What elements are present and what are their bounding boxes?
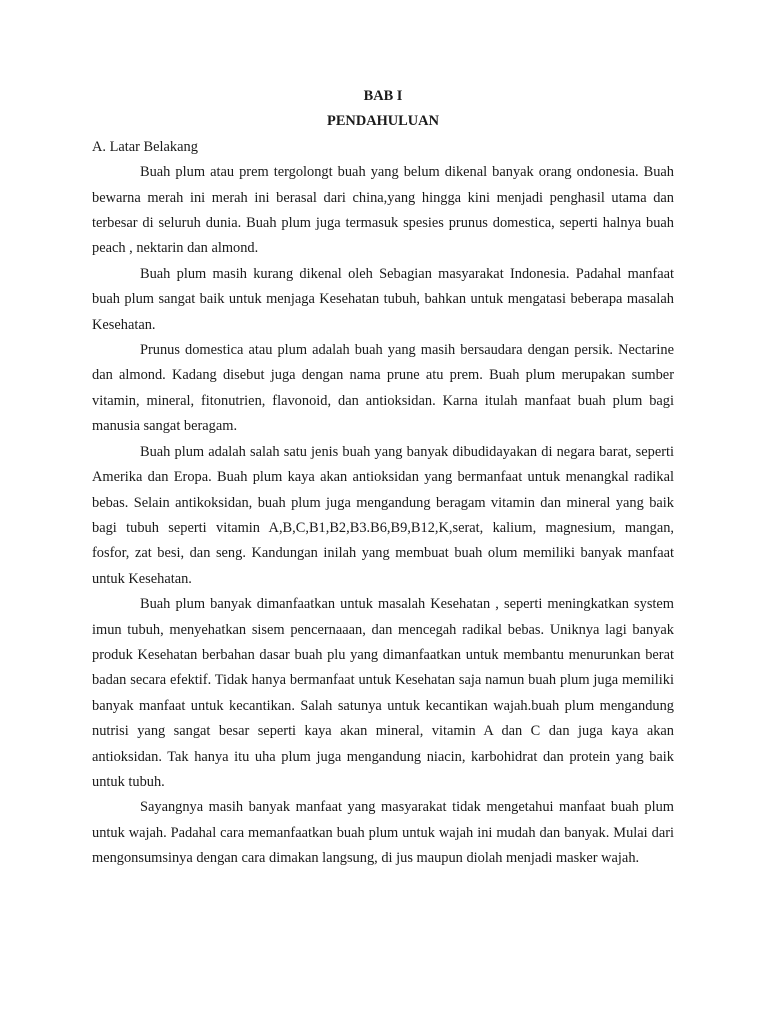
chapter-title: PENDAHULUAN — [327, 113, 439, 130]
paragraph-3: Prunus domestica atau plum adalah buah yang masih bersaudara dengan persik. Nectarine dan almond. Kadang disebut juga dengan nama prune atu prem. Buah plum merupakan sumber vitamin, mineral, fitonutrien, flavonoid, dan antioksidan. Karna itulah manfaat buah plum bagi manusia sangat beragam. — [92, 342, 674, 435]
document-body — [92, 84, 674, 872]
section-heading: A. Latar Belakang — [92, 138, 198, 155]
chapter-number: BAB I — [363, 88, 403, 104]
paragraph-4: Buah plum adalah salah satu jenis buah yang banyak dibudidayakan di negara barat, seperti Amerika dan Eropa. Buah plum kaya akan antioksidan yang bermanfaat untuk menangkal radikal bebas. Selain antikoksidan, buah plum juga mengandung beragam vitamin dan mineral yang baik bagi tubuh seperti vitamin A,B,C,B1,B2,B3.B6,B9,B12,K,serat, kalium, magnesium, mangan, fosfor, zat besi, dan seng. Kandungan inilah yang membuat buah olum memiliki banyak manfaat untuk Kesehatan. — [92, 443, 674, 587]
paragraph-5: Buah plum banyak dimanfaatkan untuk masalah Kesehatan , seperti meningkatkan system imun tubuh, menyehatkan sisem pencernaaan, dan mencegah radikal bebas. Uniknya lagi banyak produk Kesehatan berbahan dasar buah plu yang dimanfaatkan untuk membantu menurunkan berat badan secara efektif. Tidak hanya bermanfaat untuk Kesehatan saja namun buah plum juga memiliki banyak manfaat untuk kecantikan. Salah satunya untuk kecantikan wajah.buah plum mengandung nutrisi yang sangat besar seperti kaya akan mineral, vitamin A dan C dan juga kaya akan antioksidan. Tak hanya itu uha plum juga mengandung niacin, karbohidrat dan protein yang baik untuk tubuh. — [92, 596, 674, 790]
paragraph-2: Buah plum masih kurang dikenal oleh Sebagian masyarakat Indonesia. Padahal manfaat buah plum sangat baik untuk menjaga Kesehatan tubuh, bahkan untuk mengatasi beberapa masalah Kesehatan. — [92, 265, 674, 333]
paragraph-1: Buah plum atau prem tergolongt buah yang belum dikenal banyak orang ondonesia. Buah bewarna merah ini merah ini berasal dari china,yang hingga kini menjadi penghasil utama dan terbesar di seluruh dunia. Buah plum juga termasuk spesies prunus domestica, seperti halnya buah peach , nektarin dan almond. — [92, 164, 674, 257]
paragraph-6: Sayangnya masih banyak manfaat yang masyarakat tidak mengetahui manfaat buah plum untuk wajah. Padahal cara memanfaatkan buah plum untuk wajah ini mudah dan banyak. Mulai dari mengonsumsinya dengan cara dimakan langsung, di jus maupun diolah menjadi masker wajah. — [92, 799, 674, 867]
